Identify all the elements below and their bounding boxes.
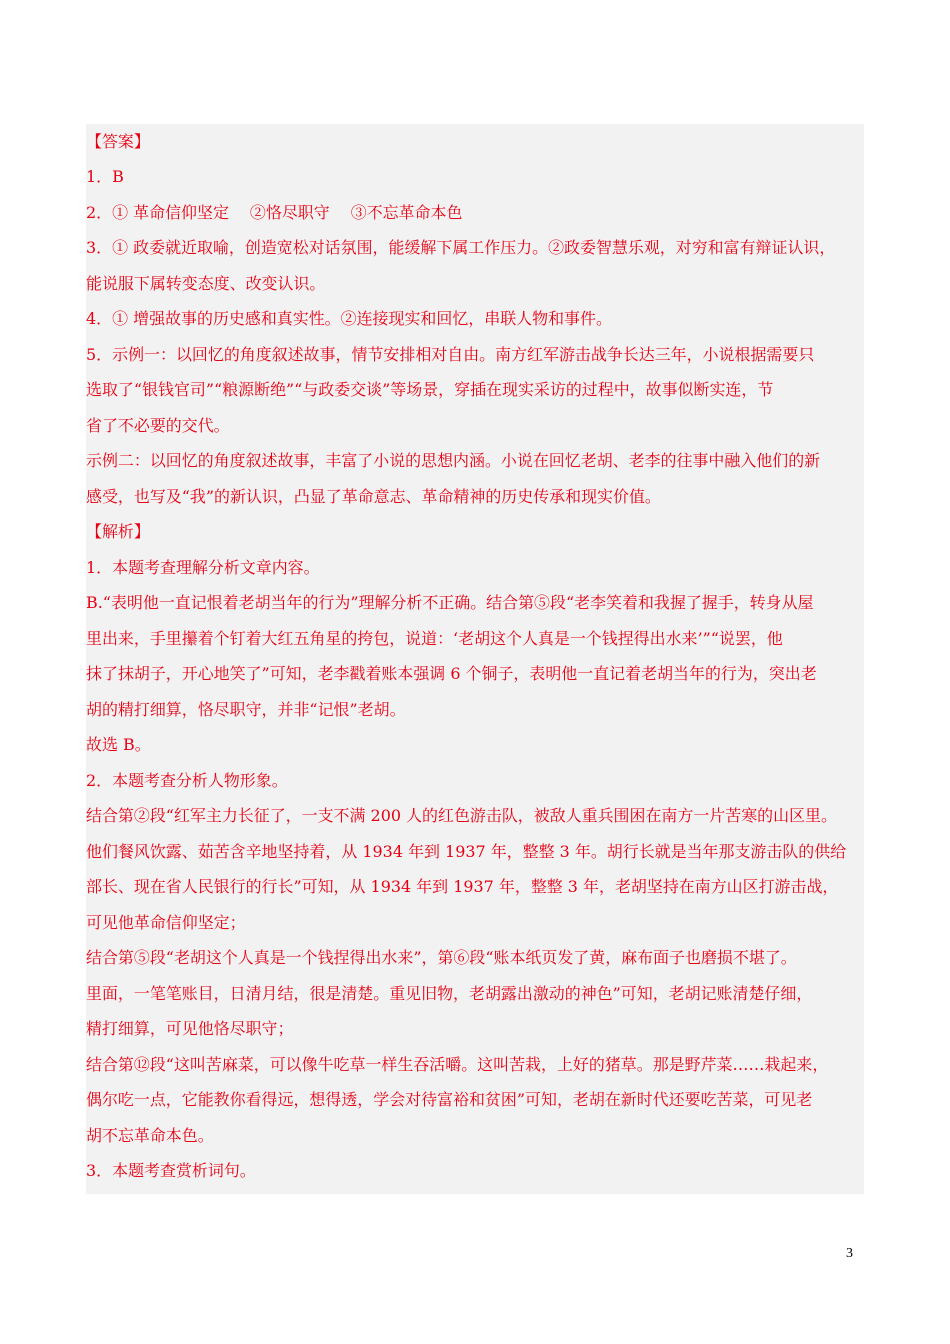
analysis-2-line-7: 精打细算，可见他恪尽职守； — [86, 1019, 294, 1038]
analysis-2-line-10: 胡不忘革命本色。 — [86, 1126, 214, 1145]
analysis-1-line-1: B.“表明他一直记恨着老胡当年的行为”理解分析不正确。结合第⑤段“老李笑着和我握了握手，转身从屋 — [86, 593, 814, 612]
analysis-heading: 【解析】 — [86, 522, 150, 541]
analysis-2-line-1: 结合第②段“红军主力长征了，一支不满 200 人的红色游击队，被敌人重兵围困在南方一片苦寒的山区里。 — [86, 806, 837, 825]
answer-4: 4．① 增强故事的历史感和真实性。②连接现实和回忆，串联人物和事件。 — [86, 309, 612, 328]
analysis-2-line-9: 偶尔吃一点，它能教你看得远，想得透，学会对待富裕和贫困”可知，老胡在新时代还要吃苦菜，可见老 — [86, 1090, 813, 1109]
answer-analysis-block — [86, 124, 864, 1194]
answer-3-line-2: 能说服下属转变态度、改变认识。 — [86, 274, 326, 293]
analysis-2-line-3: 部长、现在省人民银行的行长”可知，从 1934 年到 1937 年，整整 3 年，老胡坚持在南方山区打游击战， — [86, 877, 839, 896]
analysis-2-line-5: 结合第⑤段“老胡这个人真是一个钱捏得出水来”，第⑥段“账本纸页发了黄，麻布面子也磨损不堪了。 — [86, 948, 797, 967]
example-2-line-2: 感受，也写及“我”的新认识，凸显了革命意志、革命精神的历史传承和现实价值。 — [86, 487, 661, 506]
analysis-2-intro: 2．本题考查分析人物形象。 — [86, 771, 288, 790]
analysis-1-intro: 1．本题考查理解分析文章内容。 — [86, 558, 320, 577]
answer-3-line-1: 3．① 政委就近取喻，创造宽松对话氛围，能缓解下属工作压力。②政委智慧乐观，对穷和富有辩证认识， — [86, 238, 836, 257]
analysis-1-choice: 故选 B。 — [86, 735, 151, 754]
analysis-3-intro: 3．本题考查赏析词句。 — [86, 1161, 256, 1180]
analysis-2-line-4: 可见他革命信仰坚定； — [86, 913, 246, 932]
answer-2: 2．① 革命信仰坚定 ②恪尽职守 ③不忘革命本色 — [86, 203, 463, 222]
answer-heading: 【答案】 — [86, 132, 150, 151]
answer-5-line-3: 省了不必要的交代。 — [86, 416, 230, 435]
analysis-1-line-3: 抹了抹胡子，开心地笑了”可知，老李戳着账本强调 6 个铜子，表明他一直记着老胡当年的行为，突出老 — [86, 664, 817, 683]
analysis-2-line-2: 他们餐风饮露、茹苦含辛地坚持着，从 1934 年到 1937 年，整整 3 年。胡行长就是当年那支游击队的供给 — [86, 842, 847, 861]
answer-1: 1．B — [86, 167, 124, 186]
answer-5-line-2: 选取了“银钱官司”“粮源断绝”“与政委交谈”等场景，穿插在现实采访的过程中，故事似断实连，节 — [86, 380, 774, 399]
analysis-1-line-4: 胡的精打细算，恪尽职守，并非“记恨”老胡。 — [86, 700, 406, 719]
analysis-1-line-2: 里出来，手里攥着个钉着大红五角星的挎包，说道：‘老胡这个人真是一个钱捏得出水来’”“说罢，他 — [86, 629, 783, 648]
page-number: 3 — [846, 1246, 853, 1261]
answer-5-line-1: 5．示例一：以回忆的角度叙述故事，情节安排相对自由。南方红军游击战争长达三年，小说根据需要只 — [86, 345, 815, 364]
analysis-2-line-8: 结合第⑫段“这叫苦麻菜，可以像牛吃草一样生吞活嚼。这叫苦栽，上好的猪草。那是野芹菜……栽起来， — [86, 1055, 829, 1074]
example-2-line-1: 示例二：以回忆的角度叙述故事，丰富了小说的思想内涵。小说在回忆老胡、老李的往事中融入他们的新 — [86, 451, 821, 470]
analysis-2-line-6: 里面，一笔笔账目，日清月结，很是清楚。重见旧物，老胡露出激动的神色”可知，老胡记账清楚仔细， — [86, 984, 813, 1003]
